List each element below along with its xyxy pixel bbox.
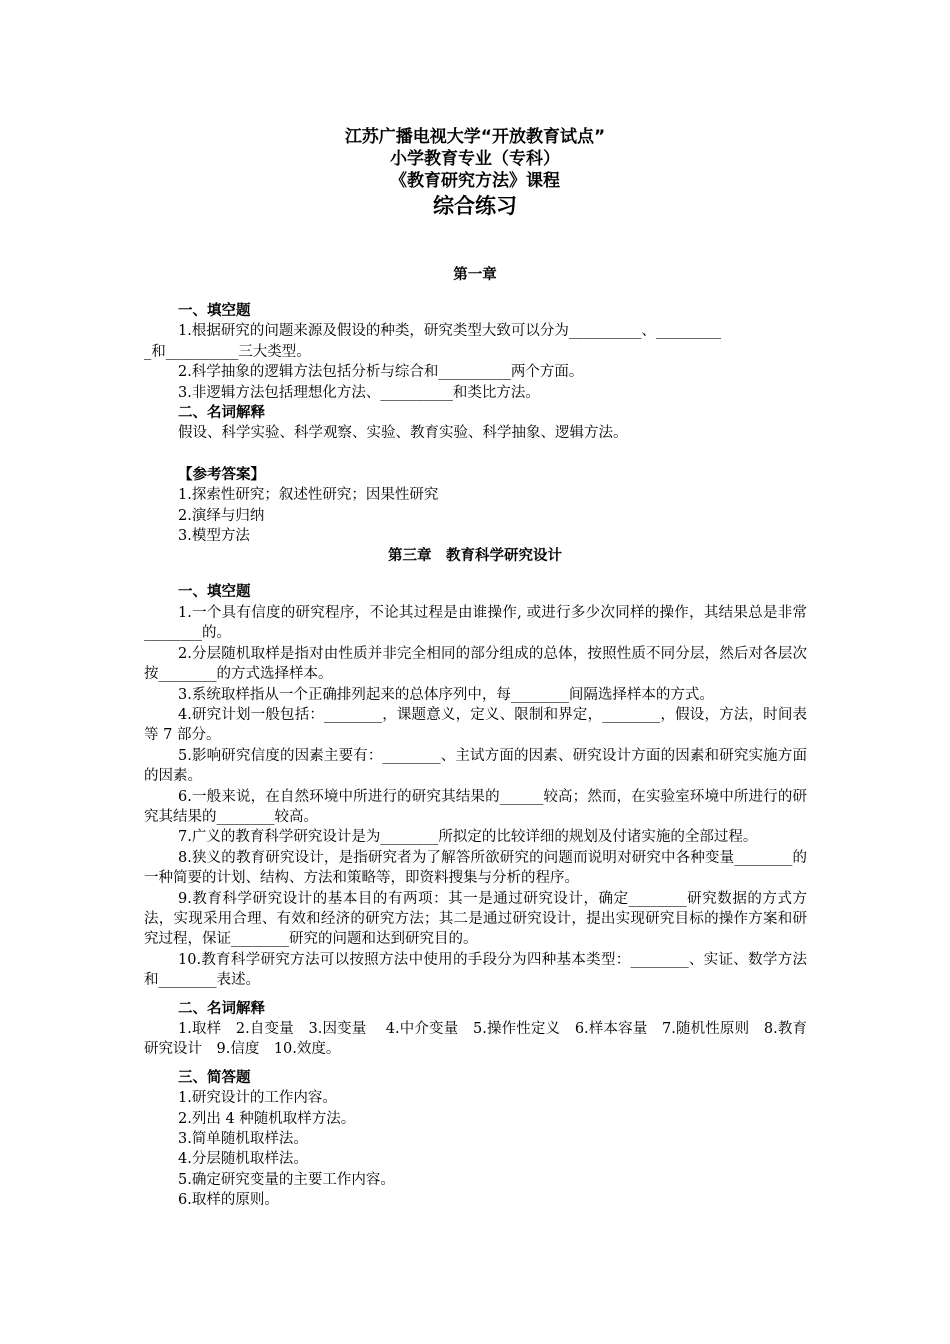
short-question: 1.研究设计的工作内容。 xyxy=(178,1090,337,1107)
fill-question: 5.影响研究信度的因素主要有：________、主试方面的因素、研究设计方面的因素和研究实施方面的因素。 xyxy=(144,747,807,785)
chapter1-terms: 假设、科学实验、科学观察、实验、教育实验、科学抽象、逻辑方法。 xyxy=(178,425,628,442)
fill-question: 10.教育科学研究方法可以按照方法中使用的手段分为四种基本类型：________、实证、数学方法和________表述。 xyxy=(144,951,807,989)
header-line-1: 江苏广播电视大学“开放教育试点” xyxy=(344,127,606,147)
fill-question: 3.系统取样指从一个正确排列起来的总体序列中，每________间隔选择样本的方式。 xyxy=(178,686,714,703)
chapter3-title: 第三章 教育科学研究设计 xyxy=(388,548,562,565)
answers-heading: 【参考答案】 xyxy=(178,466,265,483)
fill-question: 4.研究计划一般包括：________，课题意义，定义、限制和界定，________，假设，方法，时间表等 7 部分。 xyxy=(144,706,807,744)
fill-question: 1.一个具有信度的研究程序，不论其过程是由谁操作, 或进行多少次同样的操作，其结果总是非常________的。 xyxy=(144,604,807,642)
chapter3-section2-heading: 二、名词解释 xyxy=(178,1000,265,1017)
answer-item: 1.探索性研究；叙述性研究；因果性研究 xyxy=(178,487,439,504)
short-question: 3.简单随机取样法。 xyxy=(178,1131,308,1148)
answer-item: 2.演绎与归纳 xyxy=(178,507,265,524)
chapter1-q3: 3.非逻辑方法包括理想化方法、__________和类比方法。 xyxy=(178,384,540,401)
short-question: 4.分层随机取样法。 xyxy=(178,1151,308,1168)
chapter3-body xyxy=(144,582,807,1210)
short-question: 5.确定研究变量的主要工作内容。 xyxy=(178,1171,395,1188)
chapter1-section1-heading: 一、填空题 xyxy=(178,303,251,319)
answer-item: 3.模型方法 xyxy=(178,528,250,545)
fill-question: 8.狭义的教育研究设计，是指研究者为了解答所欲研究的问题而说明对研究中各种变量________的一种简要的计划、结构、方法和策略等，即资料搜集与分析的程序。 xyxy=(144,849,807,887)
header-line-3: 《教育研究方法》课程 xyxy=(390,171,560,191)
fill-question: 2.分层随机取样是指对由性质并非完全相同的部分组成的总体，按照性质不同分层，然后对各层次按________的方式选择样本。 xyxy=(144,645,807,683)
fill-question: 6.一般来说，在自然环境中所进行的研究其结果的______较高；然而，在实验室环境中所进行的研究其结果的________较高。 xyxy=(144,788,807,825)
chapter1-q2: 2.科学抽象的逻辑方法包括分析与综合和__________两个方面。 xyxy=(178,364,584,381)
chapter1-q1-line1: 1.根据研究的问题来源及假设的种类，研究类型大致可以分为__________、_________ xyxy=(178,323,722,340)
short-question: 2.列出 4 种随机取样方法。 xyxy=(178,1110,356,1127)
chapter3-section1-heading: 一、填空题 xyxy=(178,584,251,601)
chapter1-body xyxy=(144,301,807,546)
chapter1-section2-heading: 二、名词解释 xyxy=(178,405,265,422)
short-question: 6.取样的原则。 xyxy=(178,1192,279,1209)
fill-question: 7.广义的教育科学研究设计是为________所拟定的比较详细的规划及付诸实施的全部过程。 xyxy=(178,829,758,846)
chapter1-title: 第一章 xyxy=(453,267,497,283)
header-line-4: 综合练习 xyxy=(433,194,517,218)
fill-question: 9.教育科学研究设计的基本目的有两项：其一是通过研究设计，确定________研究数据的方式方法，实现采用合理、有效和经济的研究方法；其二是通过研究设计，提出实现研究目标的操作方案和研究过程，保证________研究的问题和达到研究目的。 xyxy=(144,890,807,948)
header-line-2: 小学教育专业（专科） xyxy=(390,149,560,169)
chapter3-section3-heading: 三、简答题 xyxy=(178,1069,251,1086)
chapter1-q1-line2: _和__________三大类型。 xyxy=(144,343,311,360)
chapter3-terms: 1.取样 2.自变量 3.因变量 4.中介变量 5.操作性定义 6.样本容量 7.随机性原则 8.教育研究设计 9.信度 10.效度。 xyxy=(144,1021,807,1058)
